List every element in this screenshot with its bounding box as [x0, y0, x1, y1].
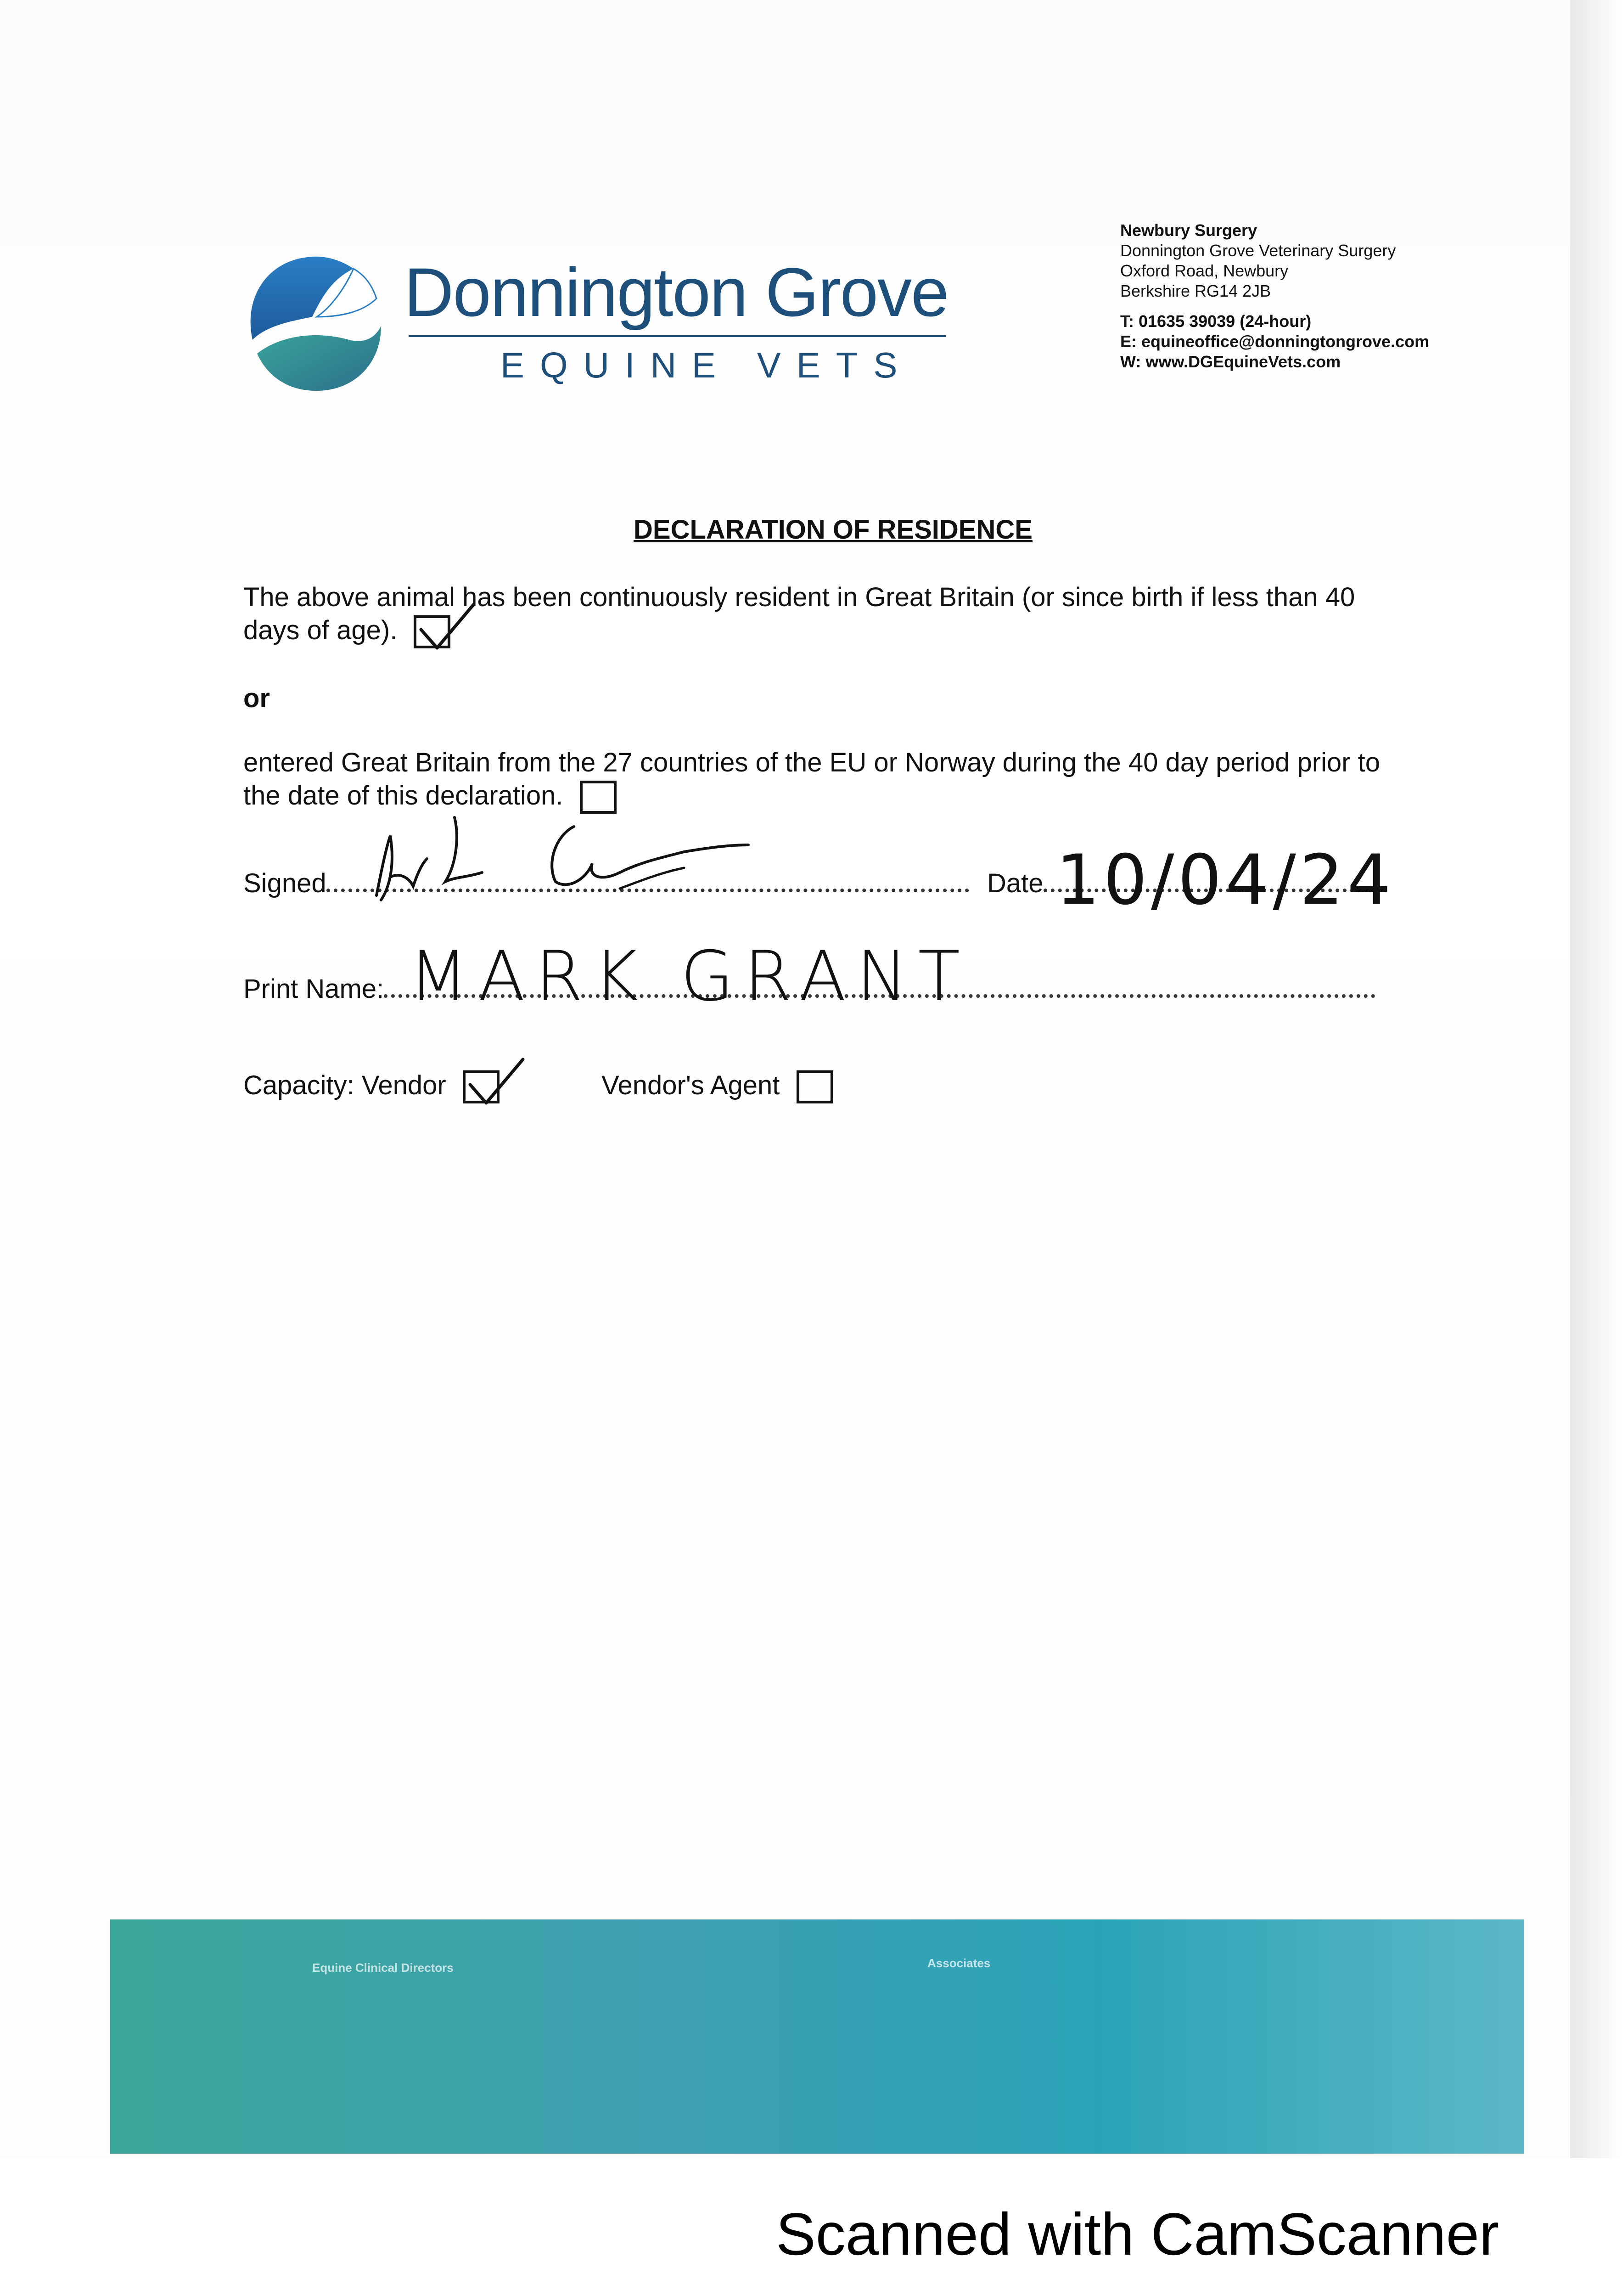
brand-divider — [409, 335, 946, 337]
address-line: Berkshire RG14 2JB — [1120, 281, 1271, 300]
date-label: Date — [987, 868, 1044, 898]
or-separator: or — [243, 683, 270, 713]
office-name: Newbury Surgery — [1120, 221, 1257, 240]
signed-label: Signed — [243, 868, 326, 898]
contact-web: W: www.DGEquineVets.com — [1120, 352, 1341, 371]
print-name-label: Print Name: — [243, 974, 384, 1004]
declaration-heading: DECLARATION OF RESIDENCE — [634, 515, 1033, 545]
brand-subtitle: EQUINE VETS — [500, 345, 913, 385]
footer-directors-heading: Equine Clinical Directors — [312, 1961, 454, 1975]
horse-logo-icon — [239, 248, 386, 395]
footer-directors — [312, 1961, 454, 1975]
capacity-vendor — [243, 1070, 500, 1103]
contact-block — [1120, 220, 1533, 372]
vendor-agent-label: Vendor's Agent — [601, 1070, 780, 1100]
footer-band — [110, 1919, 1524, 2154]
contact-phone: T: 01635 39039 (24-hour) — [1120, 312, 1312, 331]
date-value: 10/04/24 — [1056, 840, 1395, 920]
option-continuous-residence — [243, 581, 1400, 648]
signature-mark — [363, 808, 758, 914]
footer-associates — [927, 1956, 990, 1970]
option1-text: The above animal has been continuously resident in Great Britain (or since birth if less than 40 days of age). — [243, 582, 1355, 645]
contact-email: E: equineoffice@donningtongrove.com — [1120, 332, 1430, 351]
checkmark-icon — [466, 1059, 525, 1110]
option1-checkbox[interactable] — [414, 615, 450, 648]
capacity-label: Capacity: Vendor — [243, 1070, 446, 1100]
address-line: Donnington Grove Veterinary Surgery — [1120, 241, 1396, 260]
vendor-checkbox[interactable] — [463, 1070, 500, 1103]
page-edge-shadow — [1570, 0, 1622, 2158]
brand-logo — [239, 248, 955, 400]
vendor-agent-checkbox[interactable] — [797, 1070, 833, 1103]
camscanner-watermark: Scanned with CamScanner — [776, 2200, 1499, 2268]
print-name-value: MARK GRANT — [409, 937, 971, 1017]
footer-associates-heading: Associates — [927, 1956, 991, 1970]
address-line: Oxford Road, Newbury — [1120, 261, 1289, 280]
checkmark-icon — [416, 604, 476, 655]
option2-text: entered Great Britain from the 27 countries of the EU or Norway during the 40 day period prior to the date of this declaration. — [243, 748, 1380, 810]
option-entered-from-eu — [243, 746, 1400, 814]
capacity-vendor-agent — [601, 1070, 833, 1103]
brand-title: Donnington Grove — [404, 253, 949, 331]
